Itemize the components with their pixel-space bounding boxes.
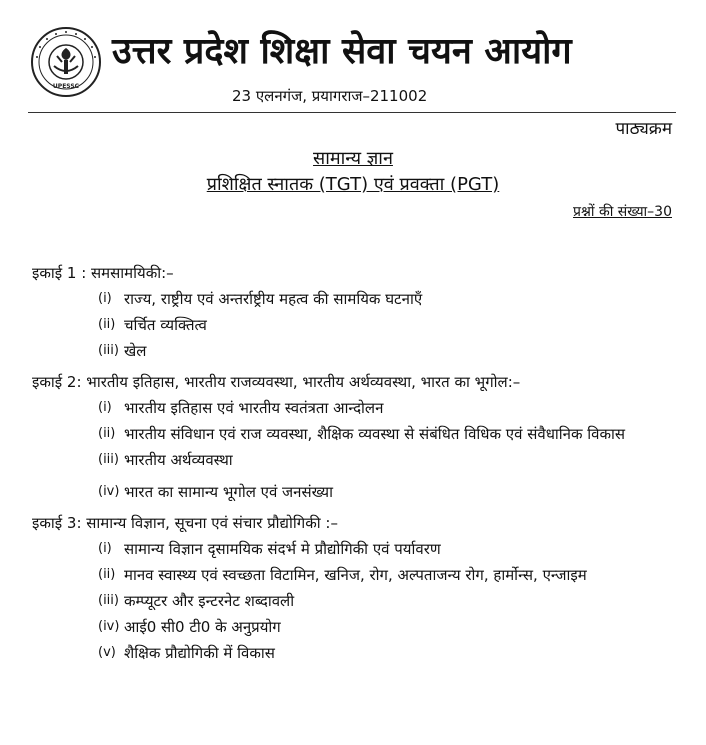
document-subtitle: प्रशिक्षित स्नातक (TGT) एवं प्रवक्ता (PGT)	[206, 174, 500, 195]
list-item	[32, 480, 674, 504]
unit-topic-list	[32, 396, 674, 504]
item-text: सामान्य विज्ञान दृसामयिक संदर्भ मे प्रौद्योगिकी एवं पर्यावरण	[124, 540, 441, 558]
question-count: प्रश्नों की संख्या–30	[573, 204, 672, 220]
list-item	[32, 641, 674, 665]
item-text: मानव स्वास्थ्य एवं स्वच्छता विटामिन, खनिज, रोग, अल्पताजन्य रोग, हार्मोन्स, एन्जाइम	[124, 566, 587, 584]
unit-heading: इकाई 2: भारतीय इतिहास, भारतीय राजव्यवस्था, भारतीय अर्थव्यवस्था, भारत का भूगोल:–	[32, 373, 521, 391]
organization-address: 23 एलनगंज, प्रयागराज–211002	[232, 87, 428, 105]
unit-1	[32, 262, 674, 363]
unit-topic-list	[32, 287, 674, 363]
list-item	[32, 537, 674, 561]
organization-name: उत्तर प्रदेश शिक्षा सेवा चयन आयोग	[112, 31, 572, 72]
item-text: आई0 सी0 टी0 के अनुप्रयोग	[124, 618, 281, 636]
item-number: (ii)	[98, 317, 116, 332]
document-title: सामान्य ज्ञान	[313, 148, 393, 169]
unit-heading: इकाई 3: सामान्य विज्ञान, सूचना एवं संचार प्रौद्योगिकी :–	[32, 514, 338, 532]
item-number: (iii)	[98, 593, 119, 608]
unit-3	[32, 512, 674, 665]
list-item	[32, 615, 674, 639]
list-item	[32, 396, 674, 420]
unit-topic-list	[32, 537, 674, 665]
item-number: (v)	[98, 645, 116, 660]
list-item	[32, 313, 674, 337]
list-item	[32, 448, 674, 472]
item-number: (iii)	[98, 343, 119, 358]
item-text: कम्प्यूटर और इन्टरनेट शब्दावली	[124, 592, 295, 610]
list-item	[32, 563, 674, 587]
list-item	[32, 287, 674, 311]
item-number: (i)	[98, 400, 112, 415]
item-text: भारतीय इतिहास एवं भारतीय स्वतंत्रता आन्दोलन	[124, 399, 384, 417]
item-text: भारत का सामान्य भूगोल एवं जनसंख्या	[124, 483, 334, 501]
item-text: शैक्षिक प्रौद्योगिकी में विकास	[124, 644, 275, 662]
unit-2	[32, 371, 674, 504]
item-number: (iii)	[98, 452, 119, 467]
item-number: (ii)	[98, 426, 116, 441]
item-number: (i)	[98, 291, 112, 306]
list-item	[32, 589, 674, 613]
syllabus-units	[32, 262, 674, 673]
item-number: (i)	[98, 541, 112, 556]
item-number: (iv)	[98, 619, 120, 634]
logo-text: UPESSC	[52, 83, 80, 90]
item-number: (ii)	[98, 567, 116, 582]
item-text: खेल	[124, 342, 147, 360]
item-text: भारतीय अर्थव्यवस्था	[124, 451, 233, 469]
item-text: राज्य, राष्ट्रीय एवं अन्तर्राष्ट्रीय महत्व की सामयिक घटनाएँ	[124, 290, 423, 308]
item-text: चर्चित व्यक्तित्व	[124, 316, 207, 334]
document-label: पाठ्यक्रम	[615, 119, 672, 139]
unit-heading: इकाई 1 : समसामयिकी:–	[32, 264, 174, 282]
list-item	[32, 339, 674, 363]
item-text: भारतीय संविधान एवं राज व्यवस्था, शैक्षिक व्यवस्था से संबंधित विधिक एवं संवैधानिक विकास	[124, 425, 626, 443]
upessc-logo	[30, 26, 102, 98]
item-number: (iv)	[98, 484, 120, 499]
list-item	[32, 422, 674, 446]
header-divider	[28, 112, 676, 113]
